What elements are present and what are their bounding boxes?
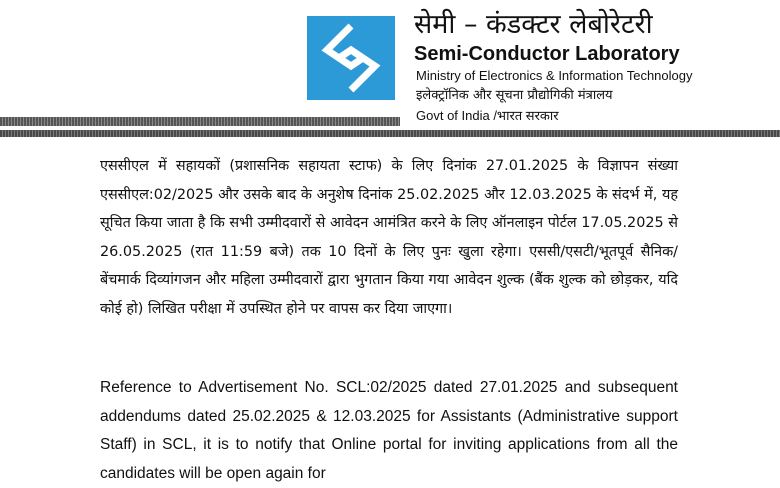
notice-english-paragraph: Reference to Advertisement No. SCL:02/2025 dated 27.01.2025 and subsequent addendums dated 25.02.2025 & 12.03.2025 for Assistants (Administrative support Staff) in SCL, it is to notify that Online portal for inviting applications from all the candidates will be open again for bbox=[100, 379, 678, 482]
ministry-english: Ministry of Electronics & Information Technology bbox=[416, 68, 693, 83]
header-divider bbox=[0, 130, 780, 137]
org-name-english: Semi-Conductor Laboratory bbox=[414, 43, 680, 65]
org-name-hindi: सेमी – कंडक्टर लेबोरेटरी bbox=[414, 9, 653, 40]
ministry-hindi: इलेक्ट्रॉनिक और सूचना प्रौद्योगिकी मंत्रालय bbox=[416, 88, 613, 103]
govt-line: Govt of India /भारत सरकार bbox=[416, 108, 559, 123]
scl-logo-icon bbox=[307, 16, 395, 100]
notice-hindi-paragraph: एससीएल में सहायकों (प्रशासनिक सहायता स्टाफ) के लिए दिनांक 27.01.2025 के विज्ञापन संख्या एससीएल:02/2025 और उसके बाद के अनुशेष दिनांक 25.02.2025 और 12.03.2025 के संदर्भ में, यह सूचित किया जाता है कि सभी उम्मीदवारों से आवेदन आमंत्रित करने के लिए ऑनलाइन पोर्टल 17.05.2025 से 26.05.2025 (रात 11:59 बजे) तक 10 दिनों के लिए पुनः खुला रहेगा। एससी/एसटी/भूतपूर्व सैनिक/बेंचमार्क दिव्यांगजन और महिला उम्मीदवारों द्वारा भुगतान किया गया आवेदन शुल्क (बैंक शुल्क को छोड़कर, यदि कोई हो) लिखित परीक्षा में उपस्थित होने पर वापस कर दिया जाएगा। bbox=[100, 158, 678, 317]
header-divider-short bbox=[0, 117, 400, 126]
scl-logo bbox=[307, 16, 395, 100]
